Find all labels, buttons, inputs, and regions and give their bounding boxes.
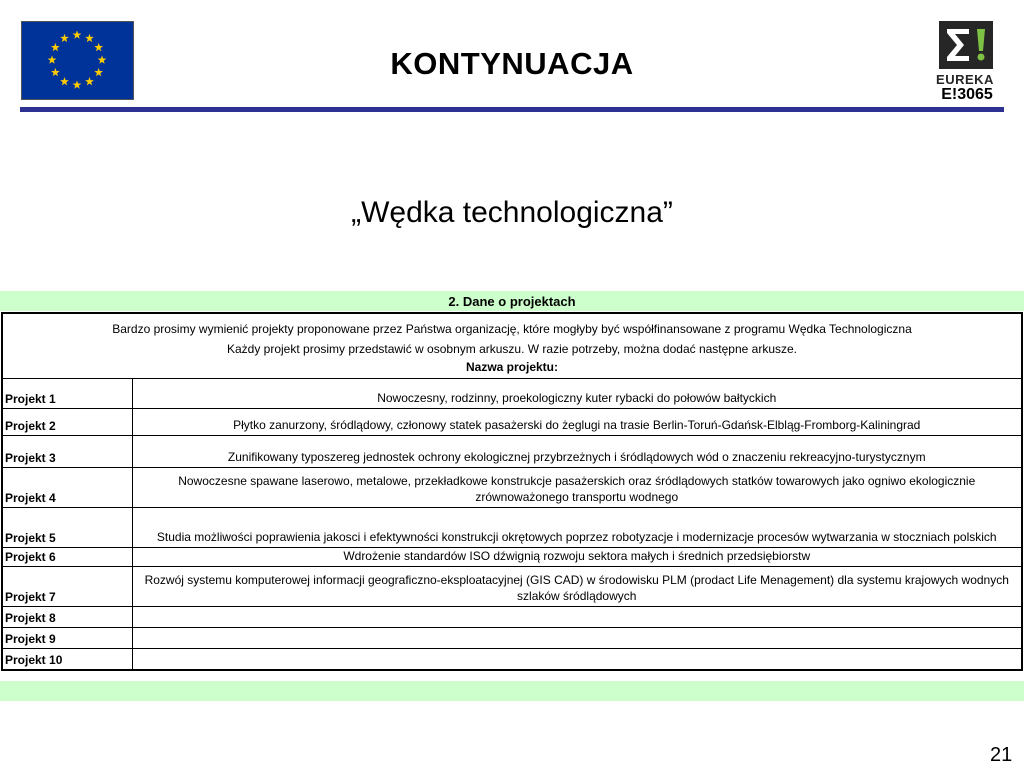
slide-title: KONTYNUACJA (390, 46, 634, 81)
project-label: Projekt 10 (2, 649, 132, 670)
project-label: Projekt 3 (2, 436, 132, 468)
project-name: Zunifikowany typoszereg jednostek ochrony ekologicznej przybrzeżnych i śródlądowych wód o znaczeniu rekreacyjno-turystycznym (132, 436, 1022, 468)
eureka-wordmark: EUREKA (936, 72, 994, 87)
project-name (132, 649, 1022, 670)
project-label: Projekt 6 (2, 548, 132, 567)
table-row (2, 379, 1022, 409)
eu-star (85, 34, 94, 42)
project-name: Studia możliwości poprawienia jakosci i efektywności konstrukcji okrętowych poprzez robotyzacje i modernizacje procesów wytwarzania w stoczniach polskich (132, 508, 1022, 548)
page-number: 21 (990, 744, 1013, 766)
table-row (2, 548, 1022, 567)
project-name (132, 628, 1022, 649)
intro-line-2: Każdy projekt prosimy przedstawić w osobnym arkuszu. W razie potrzeby, można dodać następne arkusze. (226, 342, 798, 356)
project-name: Płytko zanurzony, śródlądowy, członowy statek pasażerski do żeglugi na trasie Berlin-Toruń-Gdańsk-Elbląg-Fromborg-Kaliningrad (132, 409, 1022, 436)
table-row (2, 649, 1022, 670)
project-label: Projekt 7 (2, 567, 132, 607)
project-label: Projekt 1 (2, 379, 132, 409)
project-name: Nowoczesny, rodzinny, proekologiczny kuter rybacki do połowów bałtyckich (132, 379, 1022, 409)
subtitle: „Wędka technologiczna” (351, 196, 673, 229)
project-label: Projekt 4 (2, 468, 132, 508)
project-label: Projekt 5 (2, 508, 132, 548)
eureka-sigma-icon (939, 21, 993, 69)
eu-star (60, 34, 69, 42)
table-row (2, 436, 1022, 468)
table-row (2, 607, 1022, 628)
project-name: Nowoczesne spawane laserowo, metalowe, przekładkowe konstrukcje pasażerskich oraz śródlądowych statków towarowych jako ogniwo ekologicznie zrównoważonego transportu wodnego (132, 468, 1022, 508)
project-name: Wdrożenie standardów ISO dźwignią rozwoju sektora małych i średnich przedsiębiorstw (132, 548, 1022, 567)
table-row (2, 508, 1022, 548)
project-label: Projekt 9 (2, 628, 132, 649)
project-label: Projekt 2 (2, 409, 132, 436)
project-name (132, 607, 1022, 628)
table-row (2, 409, 1022, 436)
table-row (2, 468, 1022, 508)
eureka-logo (930, 20, 1000, 102)
eu-star (73, 30, 82, 38)
table-row (2, 628, 1022, 649)
table-row (2, 567, 1022, 607)
intro-cell (2, 313, 1022, 379)
project-name: Rozwój systemu komputerowej informacji geograficzno-eksploatacyjnej (GIS CAD) w środowisku PLM (prodact Life Menagement) dla systemu krajowych wodnych szlaków śródlądowych (132, 567, 1022, 607)
intro-row (2, 313, 1022, 379)
intro-line-1: Bardzo prosimy wymienić projekty proponowane przez Państwa organizację, które mogłyby być współfinansowane z programu Wędka Technologiczna (112, 322, 912, 336)
projects-table (1, 312, 1023, 671)
eureka-code: E!3065 (941, 86, 993, 103)
section-footer-band (0, 681, 1024, 701)
column-header: Nazwa projektu: (465, 360, 558, 374)
section-heading: 2. Dane o projektach (448, 294, 576, 309)
project-label: Projekt 8 (2, 607, 132, 628)
header-divider (20, 107, 1004, 112)
